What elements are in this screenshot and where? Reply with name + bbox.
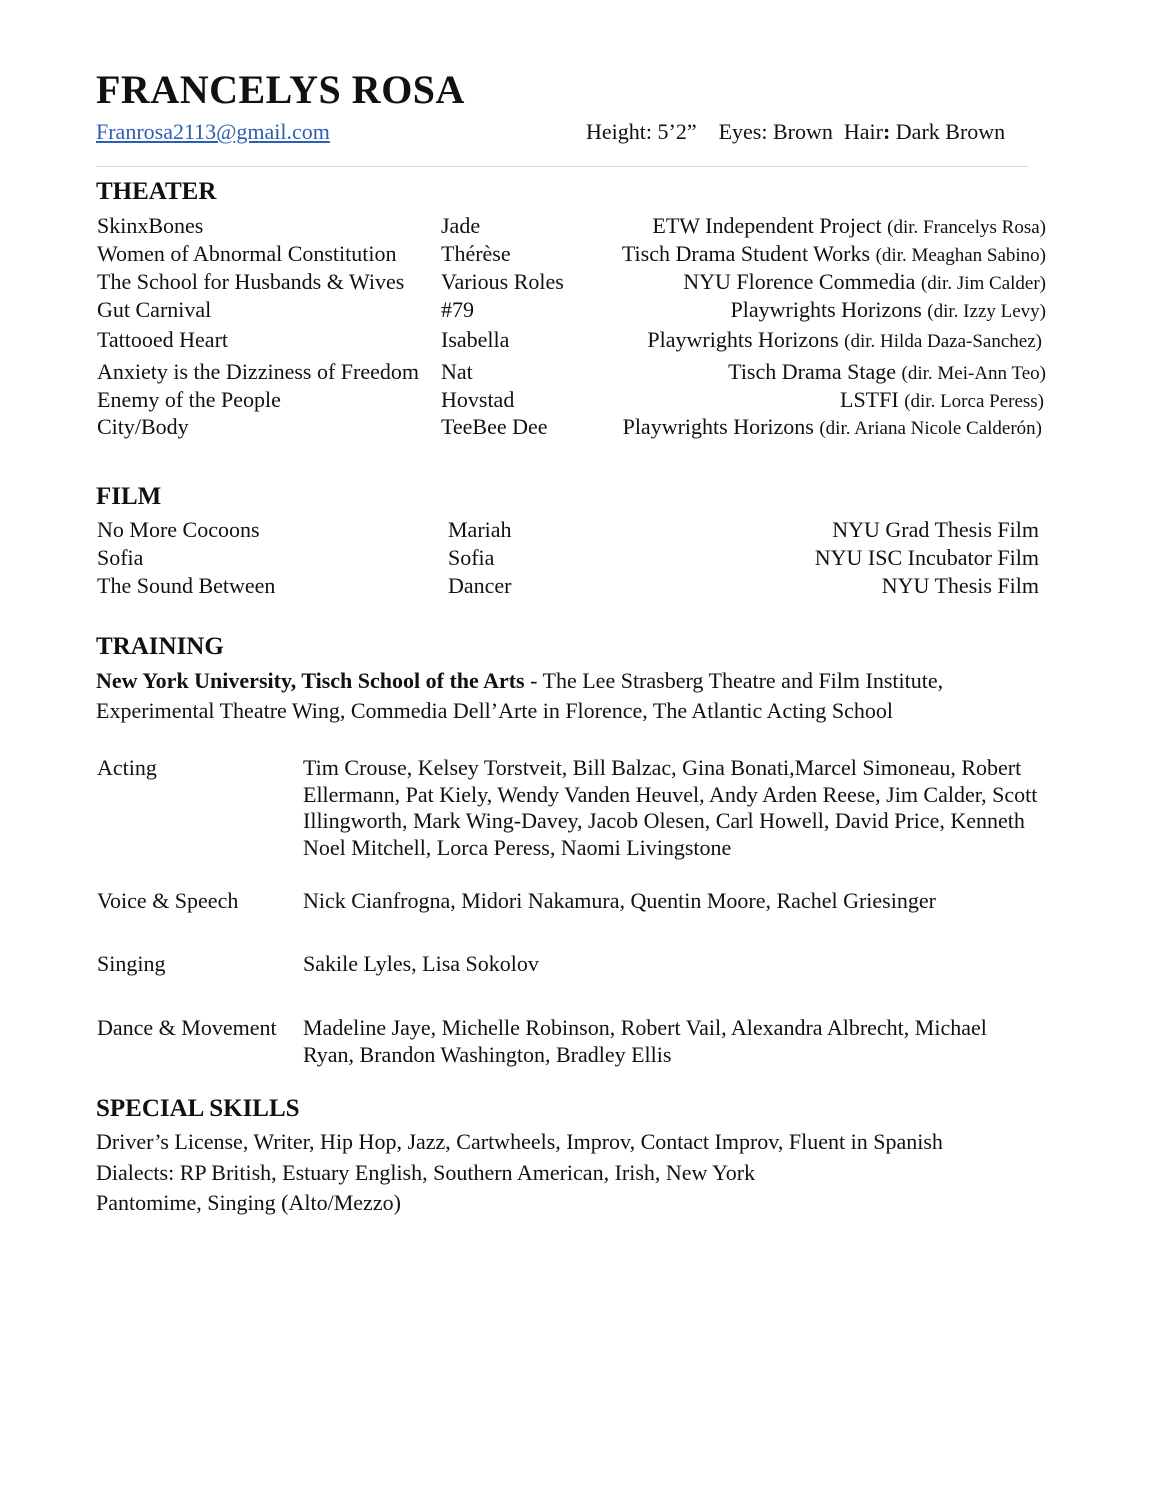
film-row bbox=[0, 545, 1170, 573]
director: (dir. Jim Calder) bbox=[920, 273, 1046, 294]
theater-venue bbox=[840, 387, 1044, 413]
theater-venue bbox=[731, 297, 1046, 323]
film-role: Dancer bbox=[448, 573, 512, 598]
venue-name: LSTFI bbox=[840, 387, 899, 412]
film-role: Mariah bbox=[448, 517, 512, 542]
director: (dir. Lorca Peress) bbox=[904, 391, 1044, 412]
venue-name: Playwrights Horizons bbox=[622, 414, 814, 439]
film-production: NYU ISC Incubator Film bbox=[814, 545, 1039, 570]
theater-role: Hovstad bbox=[441, 387, 515, 412]
film-role: Sofia bbox=[448, 545, 495, 570]
theater-venue bbox=[647, 327, 1042, 353]
skills-line: Driver’s License, Writer, Hip Hop, Jazz, Cartwheels, Improv, Contact Improv, Fluent in Spanish bbox=[96, 1129, 943, 1154]
theater-venue bbox=[623, 414, 1042, 440]
applicant-name: FRANCELYS ROSA bbox=[96, 67, 465, 112]
theater-venue bbox=[728, 359, 1046, 385]
theater-show: City/Body bbox=[97, 414, 189, 439]
school-name: New York University, Tisch School of the Arts bbox=[96, 668, 525, 693]
theater-role: Isabella bbox=[441, 327, 510, 352]
theater-row bbox=[0, 269, 1170, 297]
eyes-value: Brown bbox=[772, 119, 833, 144]
skills-line: Pantomime, Singing (Alto/Mezzo) bbox=[96, 1190, 401, 1215]
training-category: Voice & Speech bbox=[97, 888, 239, 913]
theater-show: The School for Husbands & Wives bbox=[97, 269, 405, 294]
theater-row bbox=[0, 327, 1170, 355]
school-programs: - The Lee Strasberg Theatre and Film Institute, Experimental Theatre Wing, Commedia Dell’Arte in Florence, The Atlantic Acting School bbox=[96, 668, 944, 723]
training-teachers: Nick Cianfrogna, Midori Nakamura, Quentin Moore, Rachel Griesinger bbox=[303, 888, 936, 913]
film-production: NYU Grad Thesis Film bbox=[832, 517, 1039, 542]
training-teachers: Tim Crouse, Kelsey Torstveit, Bill Balzac, Gina Bonati,Marcel Simoneau, Robert Ellermann, Pat Kiely, Wendy Vanden Heuvel, Andy Arden Reese, Jim Calder, Scott Illingworth, Mark Wing-Davey, Jacob Olesen, Carl Howell, David Price, Kenneth Noel Mitchell, Lorca Peress, Naomi Livingstone bbox=[303, 755, 1038, 860]
venue-name: Playwrights Horizons bbox=[647, 327, 839, 352]
email-link[interactable]: Franrosa2113@gmail.com bbox=[96, 119, 330, 144]
skills-line: Dialects: RP British, Estuary English, Southern American, Irish, New York bbox=[96, 1159, 756, 1185]
theater-role: Various Roles bbox=[441, 269, 564, 294]
film-production: NYU Thesis Film bbox=[881, 573, 1039, 598]
physical-stats bbox=[586, 119, 1005, 145]
director: (dir. Hilda Daza-Sanchez) bbox=[844, 331, 1042, 352]
theater-row bbox=[0, 387, 1170, 415]
film-row bbox=[0, 573, 1170, 601]
director: (dir. Mei-Ann Teo) bbox=[901, 363, 1046, 384]
theater-show: SkinxBones bbox=[97, 213, 204, 238]
theater-show: Anxiety is the Dizziness of Freedom bbox=[97, 359, 419, 384]
venue-name: Playwrights Horizons bbox=[730, 297, 922, 322]
theater-role: TeeBee Dee bbox=[441, 414, 548, 439]
venue-name: NYU Florence Commedia bbox=[683, 269, 916, 294]
skills-heading: SPECIAL SKILLS bbox=[96, 1095, 300, 1122]
theater-role: Jade bbox=[441, 213, 481, 238]
theater-row bbox=[0, 414, 1170, 442]
hair-colon: : bbox=[882, 119, 891, 144]
training-category: Singing bbox=[97, 951, 166, 976]
theater-role: Nat bbox=[441, 359, 473, 384]
film-title: No More Cocoons bbox=[97, 517, 260, 542]
director: (dir. Izzy Levy) bbox=[927, 301, 1046, 322]
theater-venue bbox=[652, 213, 1046, 239]
film-row bbox=[0, 517, 1170, 545]
training-category: Acting bbox=[97, 755, 157, 780]
theater-row bbox=[0, 359, 1170, 387]
training-teachers: Sakile Lyles, Lisa Sokolov bbox=[303, 951, 539, 976]
theater-row bbox=[0, 241, 1170, 269]
director: (dir. Francelys Rosa) bbox=[887, 217, 1046, 238]
height-value: 5’2” bbox=[657, 119, 697, 144]
director: (dir. Meaghan Sabino) bbox=[875, 245, 1046, 266]
venue-name: Tisch Drama Student Works bbox=[621, 241, 871, 266]
skills-list bbox=[96, 1127, 1076, 1219]
theater-show: Tattooed Heart bbox=[97, 327, 229, 352]
film-title: Sofia bbox=[97, 545, 144, 570]
theater-venue bbox=[622, 241, 1046, 267]
theater-show: Gut Carnival bbox=[97, 297, 212, 322]
film-heading: FILM bbox=[96, 483, 162, 510]
theater-venue bbox=[683, 269, 1046, 295]
theater-show: Women of Abnormal Constitution bbox=[97, 241, 397, 266]
theater-role: Thérèse bbox=[441, 241, 511, 266]
theater-row bbox=[0, 213, 1170, 241]
eyes-label: Eyes: bbox=[718, 119, 768, 144]
hair-value: Dark Brown bbox=[895, 119, 1006, 144]
theater-role: #79 bbox=[441, 297, 474, 322]
film-title: The Sound Between bbox=[97, 573, 276, 598]
height-label: Height: bbox=[586, 119, 652, 144]
theater-heading: THEATER bbox=[96, 178, 217, 205]
hair-label: Hair bbox=[843, 119, 883, 144]
venue-name: ETW Independent Project bbox=[652, 213, 882, 238]
director: (dir. Ariana Nicole Calderón) bbox=[819, 418, 1042, 439]
training-summary bbox=[96, 666, 1036, 726]
training-heading: TRAINING bbox=[96, 633, 224, 660]
training-category: Dance & Movement bbox=[97, 1015, 277, 1040]
theater-show: Enemy of the People bbox=[97, 387, 281, 412]
header-divider bbox=[96, 166, 1028, 167]
venue-name: Tisch Drama Stage bbox=[728, 359, 896, 384]
training-teachers: Madeline Jaye, Michelle Robinson, Robert Vail, Alexandra Albrecht, Michael Ryan, Brandon Washington, Bradley Ellis bbox=[303, 1015, 987, 1067]
theater-row bbox=[0, 297, 1170, 325]
